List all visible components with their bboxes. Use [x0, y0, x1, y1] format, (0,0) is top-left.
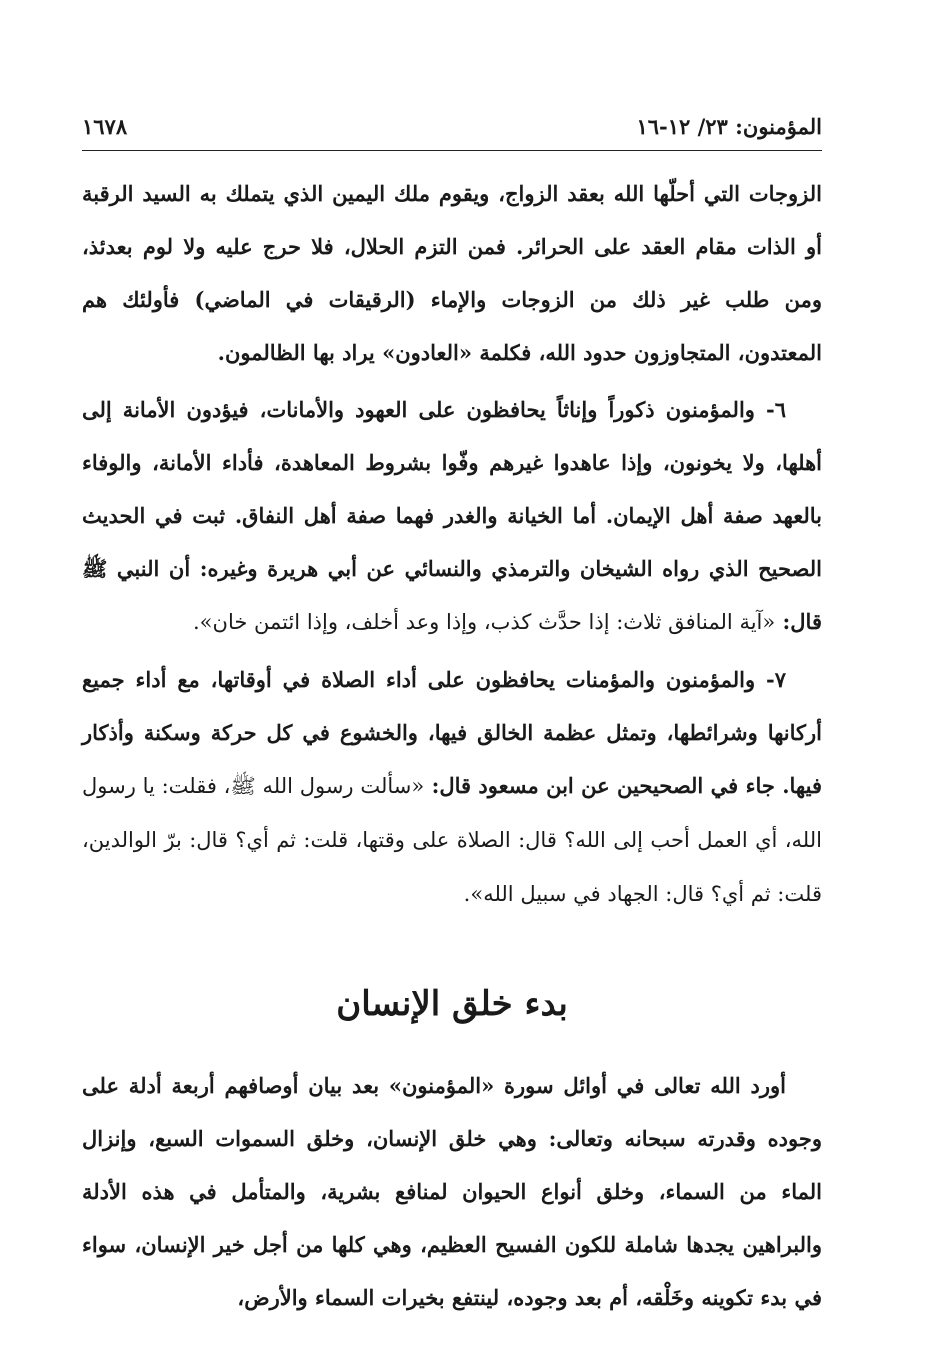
section-body [82, 1059, 822, 1324]
paragraph-text: ٦- والمؤمنون ذكوراً وإناثاً يحافظون على العهود والأمانات، فيؤدون الأمانة إلى أهلها، ولا يخونون، وإذا عاهدوا غيرهم وفّوا بشروط المعاهدة، فأداء الأمانة، والوفاء بالعهد صفة أهل الإيمان. أما الخيانة والغدر فهما صفة أهل النفاق. ثبت في الحديث الصحيح الذي رواه الشيخان والترمذي والنسائي عن أبي هريرة وغيره: أن النبي ﷺ قال: [82, 397, 822, 634]
body-text [82, 167, 822, 921]
section-paragraph: أورد الله تعالى في أوائل سورة «المؤمنون» بعد بيان أوصافهم أربعة أدلة على وجوده وقدرته سبحانه وتعالى: وهي خلق الإنسان، وخلق السموات السبع، وإنزال الماء من السماء، وخلق أنواع الحيوان لمنافع بشرية، والمتأمل في هذه الأدلة والبراهين يجدها شاملة للكون الفسيح العظيم، وهي كلها من أجل خير الإنسان، سواء في بدء تكوينه وخَلْقه، أم بعد وجوده، لينتفع بخيرات السماء والأرض، [82, 1073, 822, 1310]
paragraph-item-7 [82, 653, 822, 921]
page-number: ١٦٧٨ [82, 114, 128, 139]
book-page [82, 112, 822, 1324]
running-title: المؤمنون: ٢٣/ ١٢-١٦ [636, 114, 822, 139]
paragraph-continuation [82, 167, 822, 379]
paragraph-text: ٧- والمؤمنون والمؤمنات يحافظون على أداء الصلاة في أوقاتها، مع أداء جميع أركانها وشرائطها، وتمثل عظمة الخالق فيها، والخشوع في كل حركة وسكنة وأذكار فيها. جاء في الصحيحين عن ابن مسعود قال: [82, 667, 822, 798]
running-header [82, 112, 822, 151]
paragraph-item-6 [82, 383, 822, 649]
hadith-quote: «آية المنافق ثلاث: إذا حدَّث كذب، وإذا وعد أخلف، وإذا ائتمن خان». [193, 610, 776, 634]
paragraph-text: الزوجات التي أحلّها الله بعقد الزواج، ويقوم ملك اليمين الذي يتملك به السيد الرقبة أو الذات مقام العقد على الحرائر. فمن التزم الحلال، فلا حرج عليه ولا لوم بعدئذ، ومن طلب غير ذلك من الزوجات والإماء (الرقيقات في الماضي) فأولئك هم المعتدون، المتجاوزون حدود الله، فكلمة «العادون» يراد بها الظالمون. [82, 181, 822, 365]
hadith-quote: «سألت رسول الله ﷺ، فقلت: يا رسول الله، أي العمل أحب إلى الله؟ قال: الصلاة على وقتها، قلت: ثم أي؟ قال: برّ الوالدين، قلت: ثم أي؟ قال: الجهاد في سبيل الله». [82, 774, 822, 906]
section-title: بدء خلق الإنسان [336, 984, 568, 1024]
